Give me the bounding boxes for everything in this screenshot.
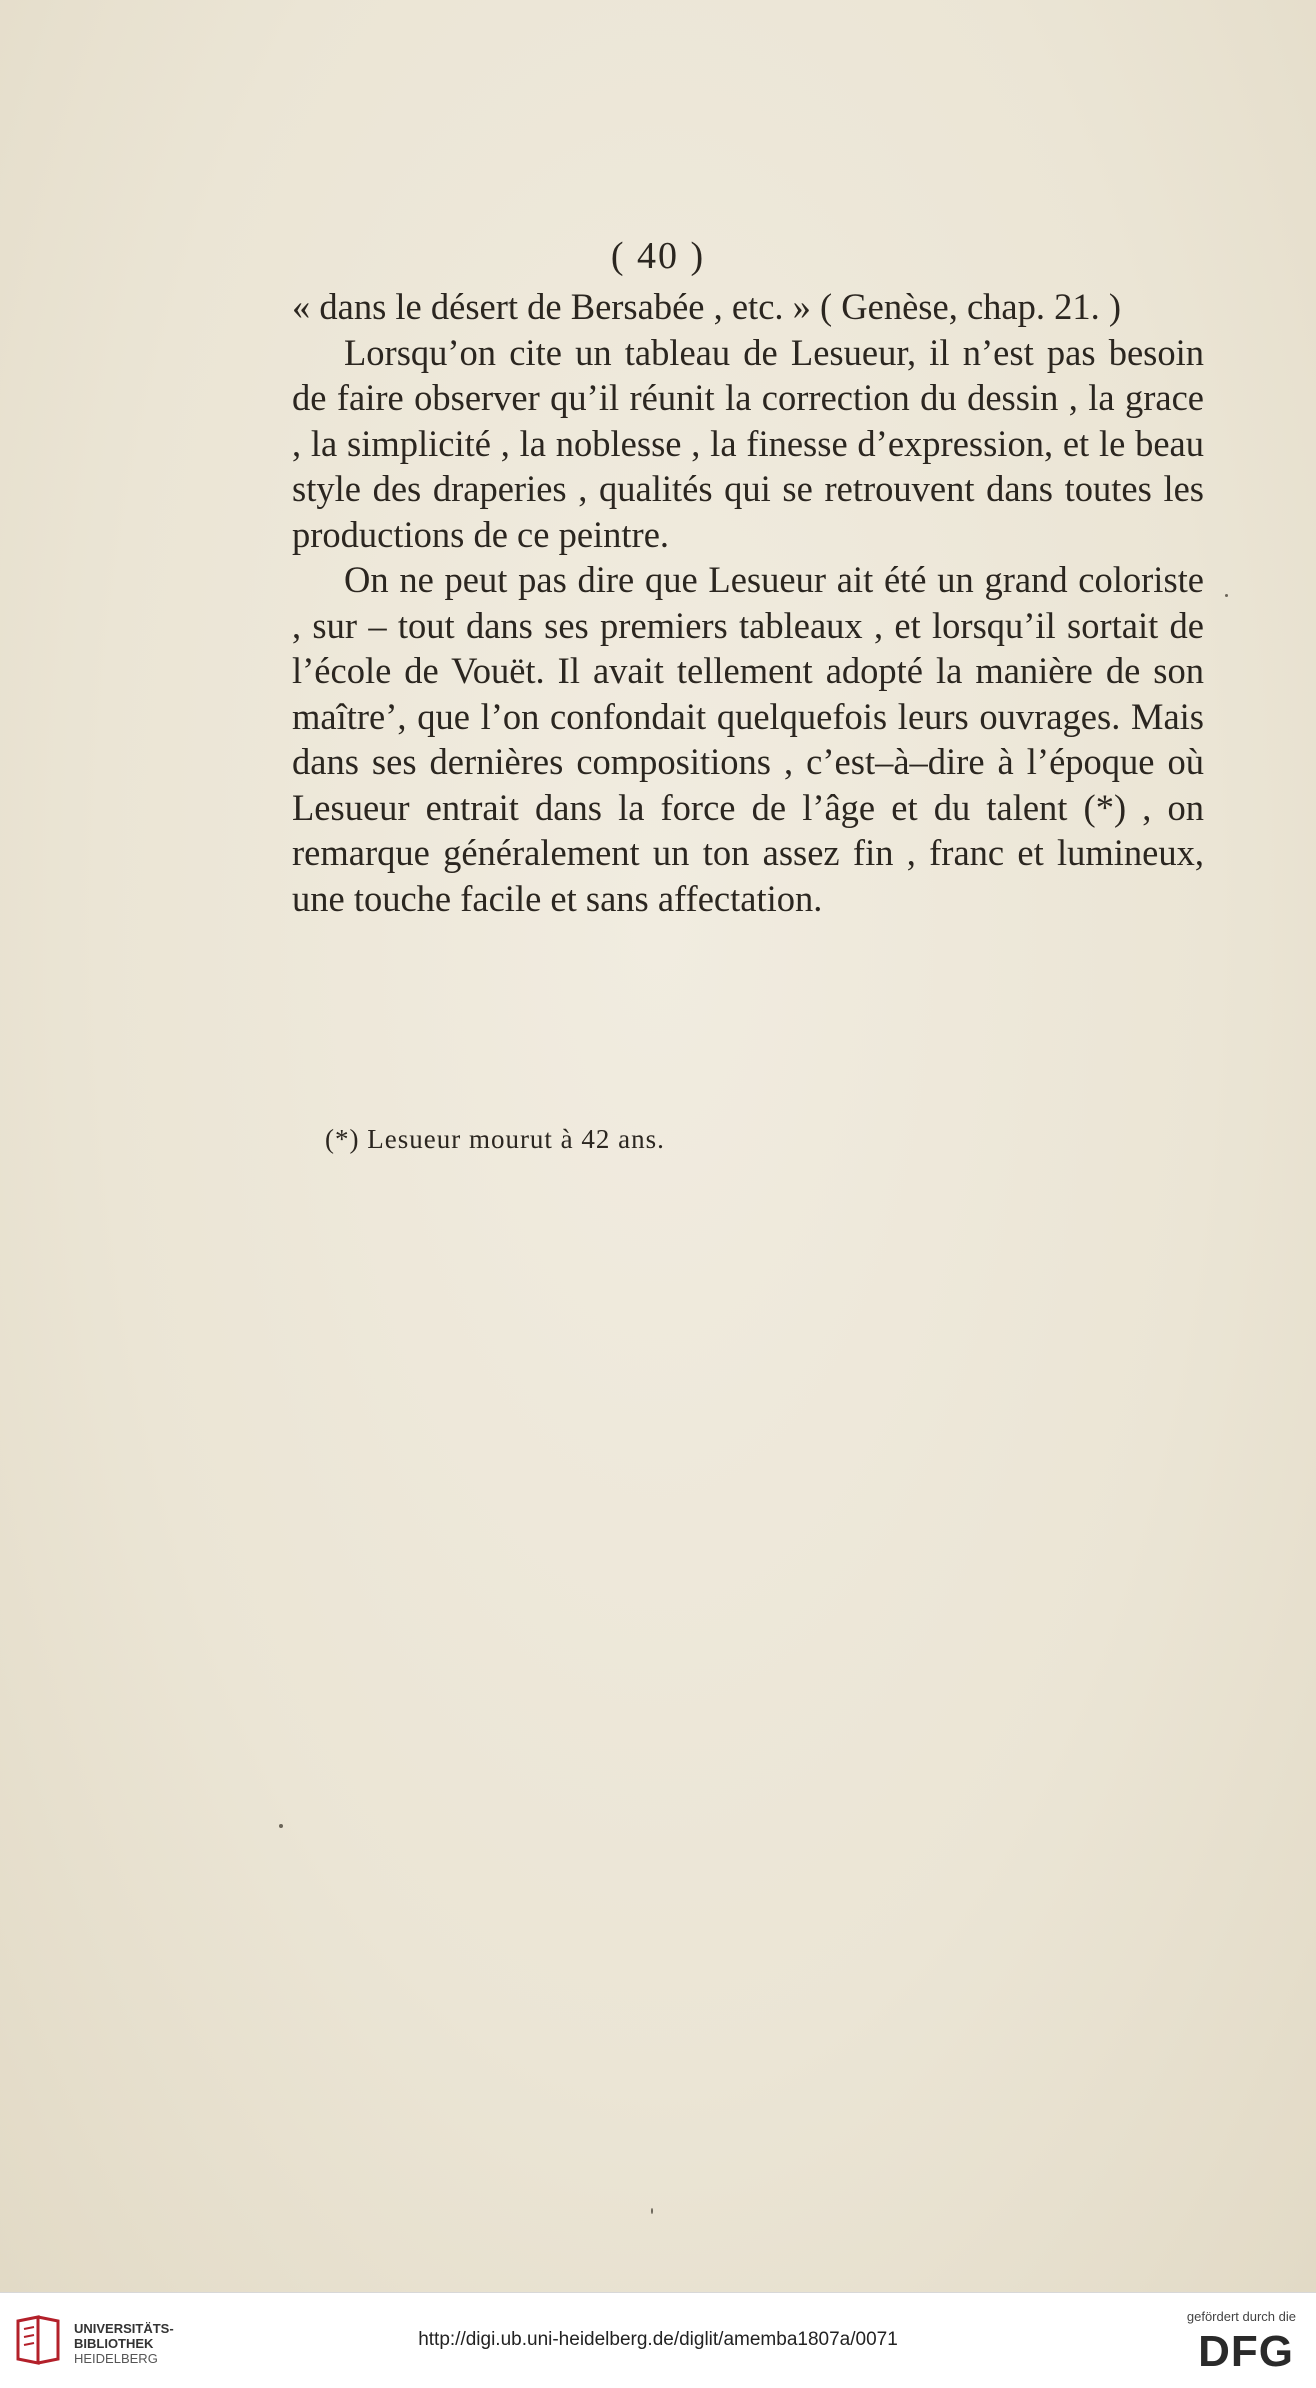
page-number: ( 40 ) xyxy=(610,235,706,277)
viewer-footer xyxy=(0,2292,1316,2388)
paper-speck xyxy=(279,1824,283,1828)
dfg-logo: DFG xyxy=(1198,2327,1294,2376)
paper-speck xyxy=(1225,594,1228,597)
body-text xyxy=(292,284,1204,921)
paragraph-lesueur-coloriste: On ne peut pas dire que Lesueur ait été un grand coloriste , sur – tout dans ses premiers tableaux , et lorsqu’il sortait de l’école de Vouët. Il avait tellement adopté la manière de son maître’, que l’on confondait quelquefois leurs ouvrages. Mais dans ses dernières compositions , c’est–à–dire à l’époque où Lesueur entrait dans la force de l’âge et du talent (*) , on remarque généralement un ton assez fin , franc et lumineux, une touche facile et sans affectation. xyxy=(292,559,1204,919)
institution-line-2: BIBLIOTHEK xyxy=(74,2336,154,2351)
institution-line-1: UNIVERSITÄTS- xyxy=(74,2321,174,2336)
funded-by-label: gefördert durch die xyxy=(1186,2309,1296,2324)
paper-speck xyxy=(651,2208,653,2214)
permalink-url[interactable]: http://digi.ub.uni-heidelberg.de/diglit/amemba1807a/0071 xyxy=(418,2329,898,2350)
paragraph-quote-end: « dans le désert de Bersabée , etc. » ( Genèse, chap. 21. ) xyxy=(292,286,1122,327)
institution-line-3: HEIDELBERG xyxy=(74,2351,158,2366)
paragraph-lesueur-qualities: Lorsqu’on cite un tableau de Lesueur, il n’est pas besoin de faire observer qu’il réunit la correction du dessin , la grace , la simplicité , la noblesse , la finesse d’expression, et le beau style des draperies , qualités qui se retrouvent dans toutes les productions de ce peintre. xyxy=(292,331,1204,555)
footnote: (*) Lesueur mourut à 42 ans. xyxy=(325,1124,665,1154)
